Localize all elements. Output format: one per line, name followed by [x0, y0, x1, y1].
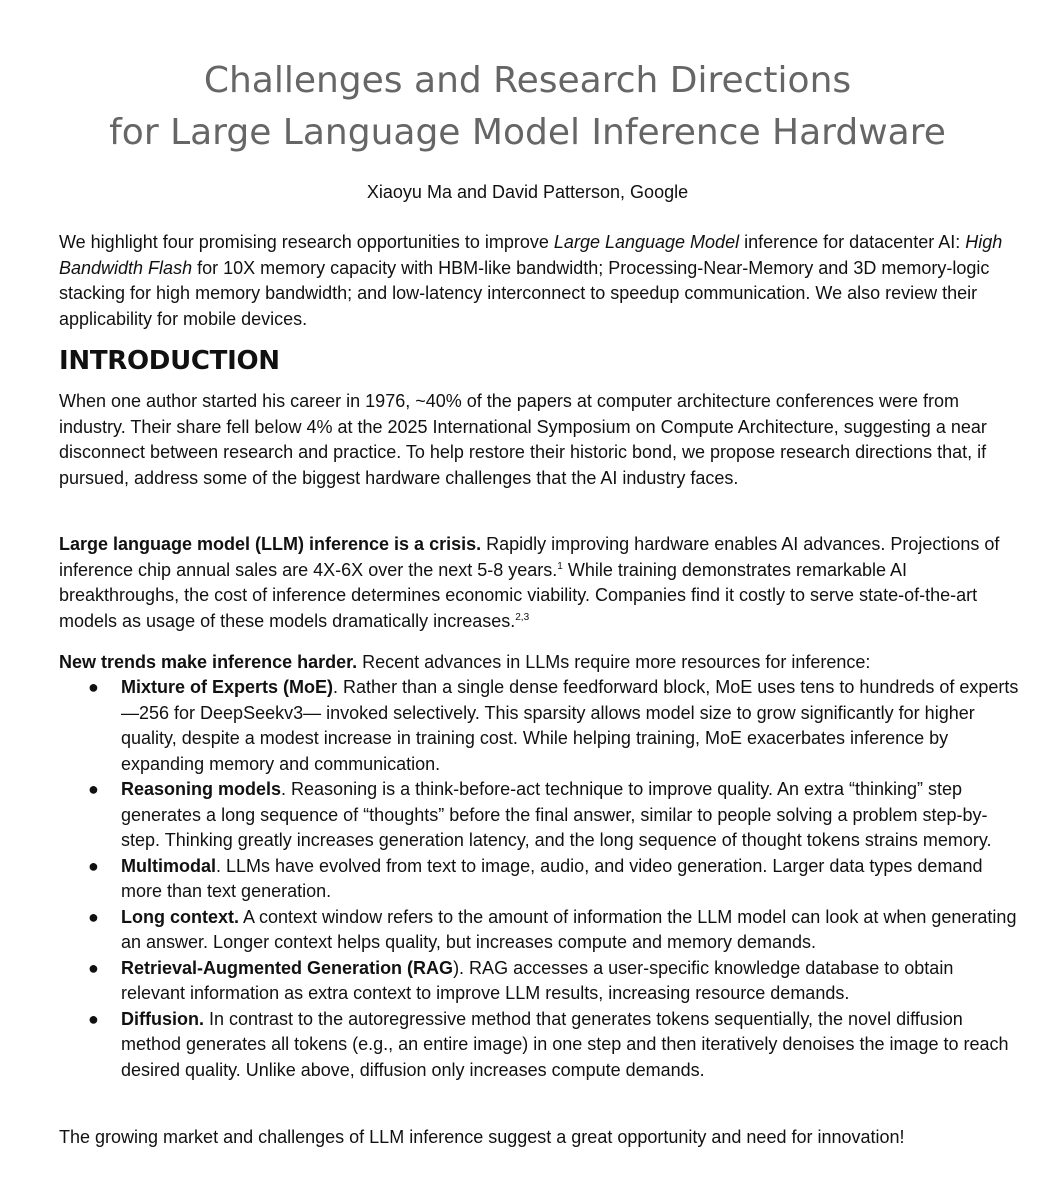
footnote-ref: 2,3 — [515, 611, 530, 623]
paragraph-lead-trends: New trends make inference harder. — [59, 652, 358, 672]
abstract-text-3: for 10X memory capacity with HBM-like bandwidth; Processing-Near-Memory and 3D memory-logic stacking for high memory bandwidth; and low-latency interconnect to speedup communication. We also review their applicability for mobile devices. — [59, 257, 990, 329]
footnote-ref: 1 — [557, 560, 563, 572]
trend-text: . LLMs have evolved from text to image, audio, and video generation. Larger data types demand more than text generation. — [121, 855, 983, 901]
trend-text: ). RAG accesses a user-specific knowledge database to obtain relevant information as extra context to improve LLM results, increasing resource demands. — [121, 957, 954, 1003]
bullet-icon: ● — [88, 779, 99, 799]
paper-authors: Xiaoyu Ma and David Patterson, Google — [366, 182, 689, 202]
bullet-icon: ● — [88, 957, 99, 978]
list-item — [59, 675, 1019, 777]
bullet-icon: ● — [88, 1008, 99, 1029]
trend-term: Reasoning models — [121, 779, 282, 799]
abstract-emphasis-hbf: High Bandwidth Flash — [59, 232, 1003, 278]
trend-term: Mixture of Experts (MoE) — [121, 677, 334, 697]
list-item — [59, 956, 1019, 1007]
paper-title-line-2: for Large Language Model Inference Hardware — [109, 112, 946, 153]
trend-text: . Reasoning is a think-before-act technique to improve quality. An extra “thinking” step generates a long sequence of “thoughts” before the final answer, similar to people solving a problem step-by-step. Thinking greatly increases generation latency, and the long sequence of thought tokens strains memory. — [121, 779, 992, 850]
paragraph-text: Rapidly improving hardware enables AI advances. Projections of inference chip annual sales are 4X-6X over the next 5-8 years. — [59, 534, 1000, 580]
trend-term: Retrieval-Augmented Generation (RAG — [121, 957, 454, 978]
list-item — [59, 1007, 1019, 1084]
trend-term: Long context. — [121, 906, 239, 927]
abstract-text-2: inference for datacenter AI: — [739, 232, 966, 252]
trend-text: . Rather than a single dense feedforward block, MoE uses tens to hundreds of experts—256 for DeepSeekv3— invoked selectively. This sparsity allows model size to grow significantly for higher quality, despite a modest increase in training cost. While helping training, MoE exacerbates inference by expanding memory and communication. — [121, 677, 1019, 774]
abstract — [59, 230, 1019, 332]
trend-text: A context window refers to the amount of information the LLM model can look at when generating an answer. Longer context helps quality, but increases compute and memory demands. — [121, 906, 1017, 952]
list-item — [59, 777, 1019, 854]
bullet-icon: ● — [88, 906, 99, 927]
intro-paragraph-1: When one author started his career in 1976, ~40% of the papers at computer architecture conferences were from industry. Their share fell below 4% at the 2025 International Symposium on Compute Architecture, suggesting a near disconnect between research and practice. To help restore their historic bond, we propose research directions that, if pursued, address some of the biggest hardware challenges that the AI industry faces. — [59, 391, 987, 488]
trend-term: Multimodal — [121, 855, 216, 876]
paragraph-lead-crisis: Large language model (LLM) inference is a crisis. — [59, 534, 482, 554]
list-item — [59, 854, 1019, 905]
abstract-text-1: We highlight four promising research opportunities to improve — [59, 232, 554, 252]
section-heading-introduction: INTRODUCTION — [59, 346, 280, 376]
trend-list — [59, 675, 1019, 1083]
trend-text: In contrast to the autoregressive method that generates tokens sequentially, the novel diffusion method generates all tokens (e.g., an entire image) in one step and then iteratively denoises the image to reach desired quality. Unlike above, diffusion only increases compute demands. — [121, 1008, 1009, 1080]
trend-term: Diffusion. — [121, 1008, 204, 1029]
intro-paragraph-3 — [59, 650, 1019, 676]
paper-title — [0, 55, 1055, 159]
bullet-icon: ● — [88, 677, 99, 697]
intro-paragraph-2 — [59, 532, 1019, 634]
bullet-icon: ● — [88, 855, 99, 876]
abstract-emphasis-llm: Large Language Model — [553, 232, 740, 252]
paper-title-line-1: Challenges and Research Directions — [203, 60, 852, 101]
closing-paragraph: The growing market and challenges of LLM inference suggest a great opportunity and need for innovation! — [59, 1127, 905, 1147]
list-item — [59, 905, 1019, 956]
paragraph-text: Recent advances in LLMs require more resources for inference: — [357, 652, 871, 672]
paragraph-text: While training demonstrates remarkable AI breakthroughs, the cost of inference determines economic viability. Companies find it costly to serve state-of-the-art models as usage of these models dramatically increases. — [59, 559, 978, 631]
